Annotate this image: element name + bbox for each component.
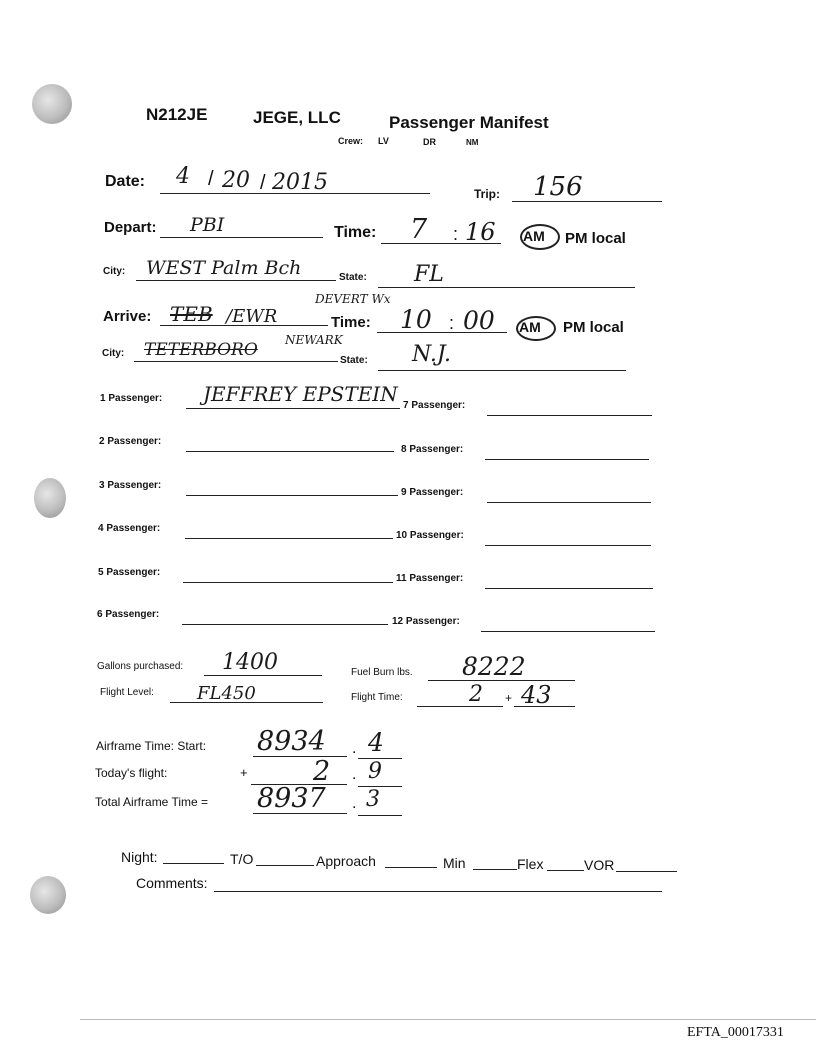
crew-label: Crew: [338,136,364,146]
depart-minute: 16 [465,218,496,246]
min-label: Min [443,855,466,871]
depart-time-label: Time: [334,224,377,241]
total-airframe-tenth: 3 [366,787,380,812]
passenger-2-label: 2 Passenger: [99,436,162,447]
depart-am: AM [523,228,545,244]
hole-punch-top [32,84,72,124]
trip-label: Trip: [474,187,500,201]
total-airframe-dot: . [352,795,357,812]
passenger-2-line [186,451,394,452]
passenger-10-line [485,545,651,546]
crew-dr: DR [423,137,436,147]
date-sep-2: / [260,172,266,194]
hole-punch-middle [34,478,66,518]
passenger-5-label: 5 Passenger: [98,567,161,578]
passenger-5-line [183,582,393,583]
arrive-divert-note: DEVERT Wx [315,292,391,306]
trip-value: 156 [533,172,583,202]
comments-line [214,891,662,892]
date-sep-1: / [208,168,214,190]
passenger-1-value: JEFFREY EPSTEIN [203,382,398,406]
passenger-3-line [186,495,398,496]
passenger-8-line [485,459,649,460]
airframe-start-label: Airframe Time: Start: [96,739,207,753]
arrive-colon: : [449,313,455,333]
arrive-city-label: City: [102,348,125,359]
depart-airport: PBI [190,214,225,236]
passenger-11-line [485,588,653,589]
bottom-rule [80,1019,816,1020]
passenger-12-line [481,631,655,632]
total-airframe-whole: 8937 [257,783,326,814]
flight-level-label: Flight Level: [100,687,154,698]
arrive-airport-struck: TEB [170,302,213,326]
depart-line [160,237,323,238]
arrive-state-line [378,370,626,371]
date-day: 20 [222,168,250,193]
fuel-burn-value: 8222 [462,652,526,681]
today-flight-label: Today's flight: [95,766,168,780]
arrive-minute: 00 [463,306,495,335]
gallons-label: Gallons purchased: [97,661,184,672]
arrive-time-label: Time: [331,314,371,331]
passenger-9-label: 9 Passenger: [401,487,464,498]
flight-time-minutes: 43 [521,681,552,709]
passenger-7-line [487,415,652,416]
tail-number: N212JE [146,105,208,124]
form-title: Passenger Manifest [389,113,549,132]
min-line [473,869,517,870]
arrive-state: N.J. [412,342,451,367]
depart-pm-local: PM local [565,230,626,247]
arrive-city-struck: TETERBORO [144,340,258,360]
flight-time-label: Flight Time: [351,692,403,703]
arrive-city-line [134,361,338,362]
gallons-line [204,675,322,676]
comments-label: Comments: [136,875,208,891]
night-line [163,863,224,864]
arrive-airport: /EWR [226,306,278,327]
approach-label: Approach [316,853,376,869]
today-flight-tenth-line [358,786,402,787]
company-name: JEGE, LLC [253,108,341,127]
arrive-state-label: State: [340,355,368,366]
flight-time-line-hours [417,706,503,707]
to-line [256,865,314,866]
document-id: EFTA_00017331 [687,1025,784,1040]
depart-colon: : [453,224,459,244]
arrive-am: AM [519,319,541,335]
passenger-1-label: 1 Passenger: [100,393,163,404]
airframe-start-tenth: 4 [368,728,384,757]
depart-city-line [136,280,336,281]
passenger-8-label: 8 Passenger: [401,444,464,455]
flight-level-value: FL450 [197,683,256,704]
passenger-4-label: 4 Passenger: [98,523,161,534]
flex-label: Flex [517,856,544,872]
airframe-start-dot: . [352,740,357,757]
depart-city-label: City: [103,266,126,277]
approach-line [385,867,437,868]
arrive-pm-local: PM local [563,319,624,336]
crew-nm: NM [466,138,479,147]
flight-time-hours: 2 [469,682,483,707]
depart-state-line [378,287,635,288]
flex-line [547,870,584,871]
passenger-4-line [185,538,393,539]
today-flight-whole: 2 [313,756,331,787]
arrive-hour: 10 [400,305,432,334]
arrive-city-new: NEWARK [285,333,343,347]
today-flight-tenth: 9 [368,759,382,784]
depart-state: FL [414,262,444,287]
gallons-value: 1400 [222,650,278,675]
passenger-9-line [487,502,651,503]
passenger-1-line [186,408,400,409]
date-label: Date: [105,173,146,190]
fuel-burn-label: Fuel Burn lbs. [351,667,413,678]
total-airframe-label: Total Airframe Time = [95,795,209,809]
date-month: 4 [176,164,190,189]
depart-state-label: State: [339,272,367,283]
airframe-start-whole: 8934 [257,726,326,757]
depart-label: Depart: [104,219,157,236]
arrive-label: Arrive: [103,308,152,325]
depart-hour: 7 [410,214,428,245]
passenger-10-label: 10 Passenger: [396,530,464,541]
today-flight-dot: . [352,766,357,783]
crew-lv: LV [378,136,389,146]
hole-punch-bottom [30,876,66,914]
to-label: T/O [230,851,254,867]
passenger-11-label: 11 Passenger: [396,573,464,584]
passenger-3-label: 3 Passenger: [99,480,162,491]
passenger-12-label: 12 Passenger: [392,616,460,627]
vor-label: VOR [584,857,615,873]
total-airframe-tenth-line [358,815,402,816]
passenger-6-label: 6 Passenger: [97,609,160,620]
today-flight-plus: + [240,765,248,780]
passenger-6-line [182,624,388,625]
date-year: 2015 [272,170,328,195]
flight-time-plus: + [505,691,513,705]
depart-city: WEST Palm Bch [146,257,302,279]
night-label: Night: [121,849,158,865]
vor-line [616,871,677,872]
passenger-7-label: 7 Passenger: [403,400,466,411]
